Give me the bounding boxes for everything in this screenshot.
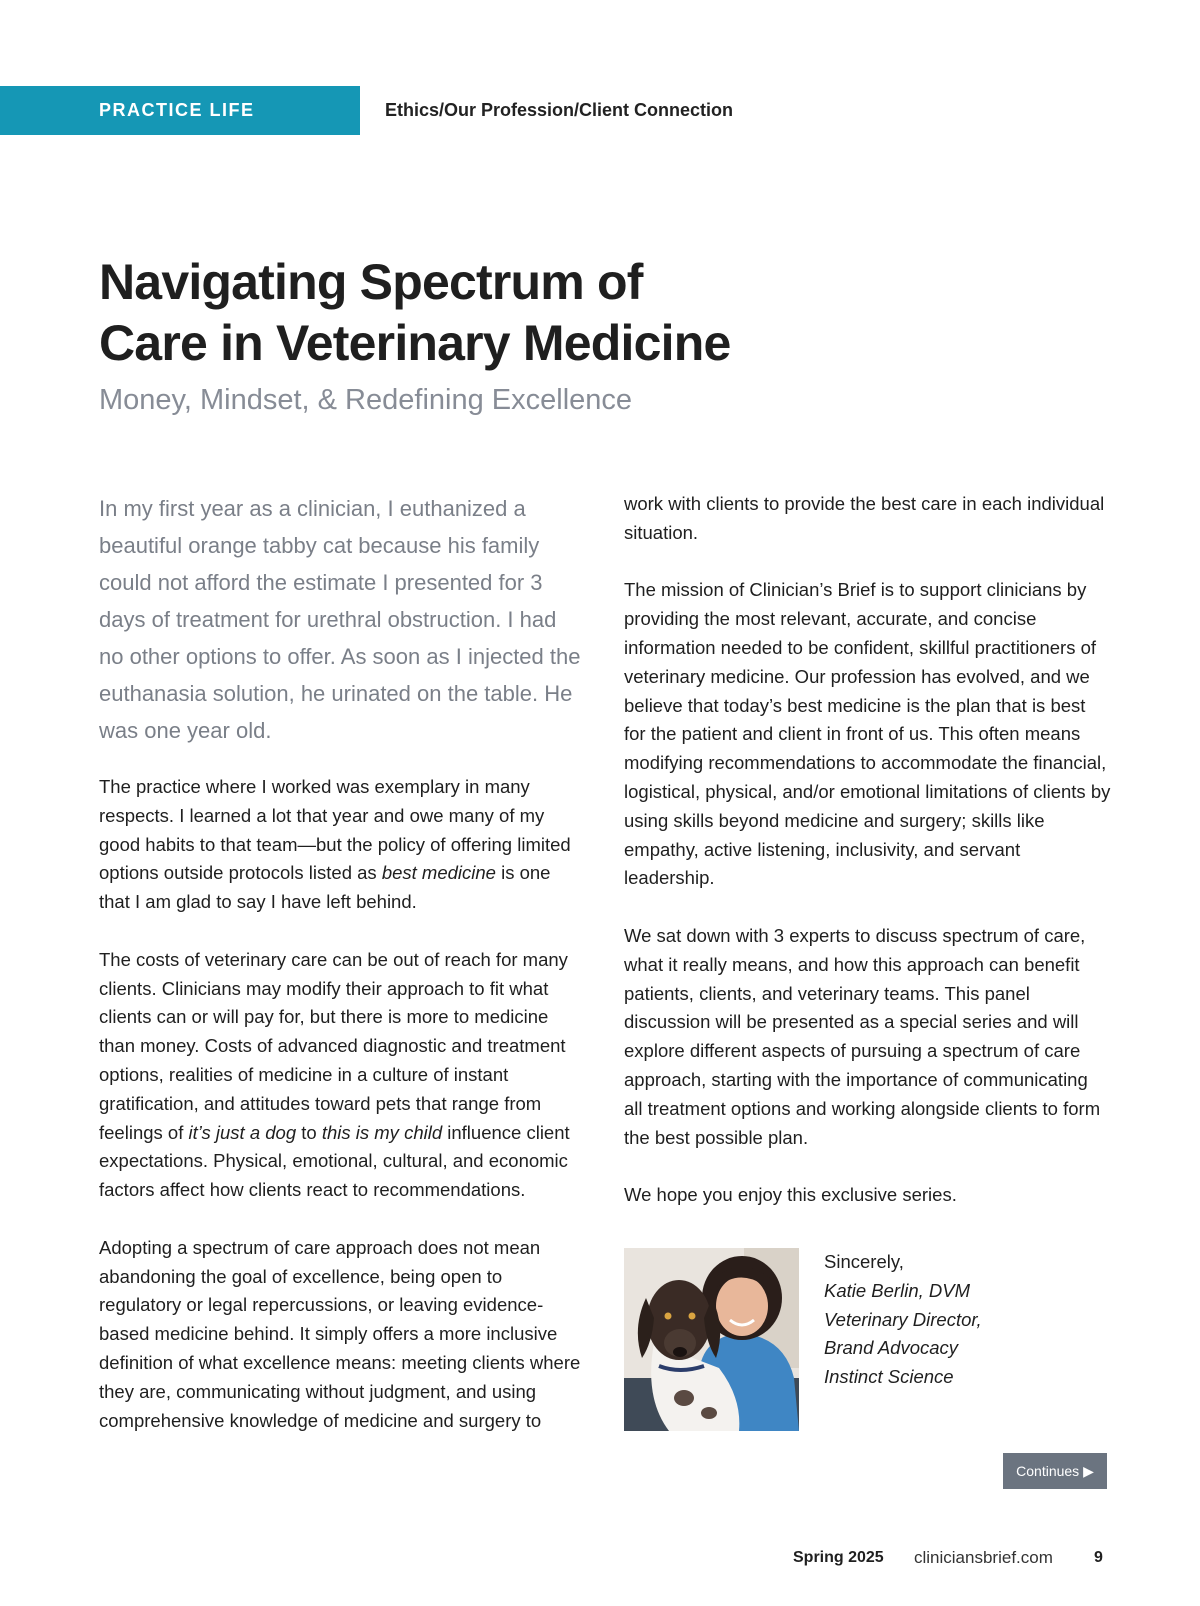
page-number: 9 bbox=[1094, 1549, 1103, 1566]
author-name: Katie Berlin, DVM bbox=[824, 1279, 970, 1301]
author-with-dog-illustration bbox=[624, 1248, 799, 1431]
body-paragraph: We sat down with 3 experts to discuss spectrum of care, what it really means, and how this approach can benefit patients, clients, and veterinary teams. This panel discussion will be presented as a special series and will explore different aspects of pursuing a spectrum of care approach, starting with the importance of communicating all treatment options and working alongside clients to form the best possible plan. bbox=[624, 924, 1101, 1148]
body-paragraph: The mission of Clinician’s Brief is to support clinicians by providing the most relevant, accurate, and concise information needed to be confident, skillful practitioners of veterinary medicine. Our profession has evolved, and we believe that today’s best medicine is the plan that is best for the patient and client in front of us. This often means modifying recommendations to accommodate the financial, logistical, physical, and/or emotional limitations of clients by using skills beyond medicine and surgery; skills like empathy, active listening, inclusivity, and servant leadership. bbox=[624, 579, 1111, 889]
text-run: influence client expectations. Physical, emotional, cultural, and economic factors affect how clients react to recommendations. bbox=[99, 1121, 570, 1201]
emphasis: best medicine bbox=[381, 862, 496, 884]
article-subtitle: Money, Mindset, & Redefining Excellence bbox=[99, 384, 633, 416]
footer-site-link[interactable]: cliniciansbrief.com bbox=[914, 1548, 1053, 1567]
category-breadcrumb: Ethics/Our Profession/Client Connection bbox=[385, 100, 734, 120]
section-tag bbox=[0, 86, 360, 135]
author-company: Instinct Science bbox=[824, 1366, 954, 1388]
author-photo bbox=[624, 1248, 799, 1431]
section-label: PRACTICE LIFE bbox=[99, 100, 255, 120]
title-line-2: Care in Veterinary Medicine bbox=[99, 315, 731, 371]
article-title bbox=[99, 252, 919, 374]
body-paragraph bbox=[99, 773, 584, 917]
body-paragraph: We hope you enjoy this exclusive series. bbox=[624, 1184, 957, 1206]
body-paragraph: work with clients to provide the best care in each individual situation. bbox=[624, 493, 1105, 543]
emphasis: it’s just a dog bbox=[188, 1121, 297, 1143]
text-run: is one that I am glad to say I have left behind. bbox=[99, 862, 551, 913]
left-column bbox=[99, 490, 584, 1435]
signature-text bbox=[824, 1248, 982, 1392]
text-run: to bbox=[296, 1121, 322, 1143]
signature-block bbox=[624, 1248, 1111, 1431]
closing: Sincerely, bbox=[824, 1251, 904, 1272]
continues-button[interactable]: Continues ▶ bbox=[1003, 1453, 1107, 1489]
text-run: The practice where I worked was exemplary in many respects. I learned a lot that year and owe many of my good habits to that team—but the policy of offering limited options outside protocols listed as bbox=[99, 776, 571, 884]
text-run: The costs of veterinary care can be out of reach for many clients. Clinicians may modify their approach to fit what clients can or will pay for, but there is more to medicine than money. Costs of advanced diagnostic and treatment options, realities of medicine in a culture of instant gratification, and attitudes toward pets that range from feelings of bbox=[99, 948, 568, 1143]
title-line-1: Navigating Spectrum of bbox=[99, 254, 643, 310]
author-role-line-2: Brand Advocacy bbox=[824, 1337, 959, 1359]
body-paragraph: Adopting a spectrum of care approach does not mean abandoning the goal of excellence, being open to regulatory or legal repercussions, or leaving evidence-based medicine behind. It simply offers a more inclusive definition of what excellence means: meeting clients where they are, communicating without judgment, and using comprehensive knowledge of medicine and surgery to bbox=[99, 1236, 581, 1431]
lead-paragraph: In my first year as a clinician, I euthanized a beautiful orange tabby cat because his family could not afford the estimate I presented for 3 days of treatment for urethral obstruction. I had no other options to offer. As soon as I injected the euthanasia solution, he urinated on the table. He was one year old. bbox=[99, 496, 581, 743]
emphasis: this is my child bbox=[321, 1121, 443, 1143]
author-role-line-1: Veterinary Director, bbox=[824, 1308, 982, 1330]
body-paragraph bbox=[99, 946, 584, 1205]
right-column bbox=[624, 490, 1111, 1210]
footer-issue: Spring 2025 bbox=[793, 1549, 884, 1566]
